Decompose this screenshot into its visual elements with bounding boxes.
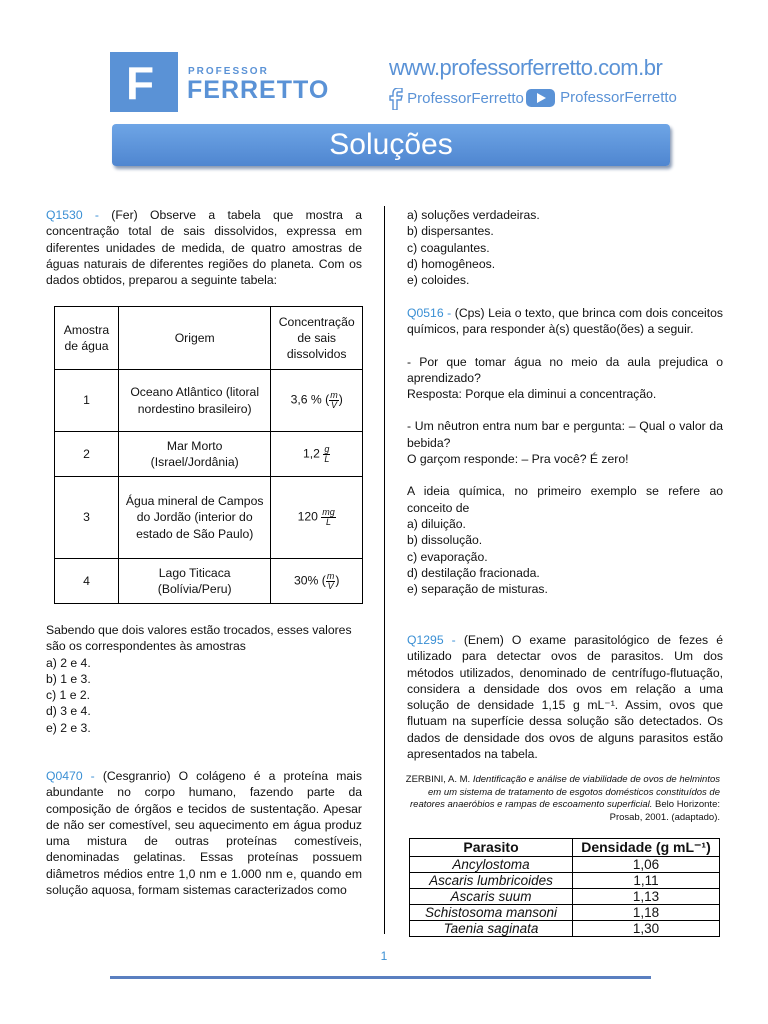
joke-question: - Um nêutron entra num bar e pergunta: – Qual o valor da bebida? bbox=[407, 419, 723, 450]
logo-small-text: PROFESSOR bbox=[188, 66, 269, 77]
joke-answer: Resposta: Porque ela diminui a concentração. bbox=[407, 387, 657, 402]
question-code: Q1530 bbox=[46, 208, 83, 222]
table-header: Origem bbox=[118, 307, 270, 370]
option[interactable]: e) 2 e 3. bbox=[46, 720, 91, 735]
facebook-icon bbox=[389, 88, 403, 110]
parasite-table bbox=[409, 838, 720, 937]
question-q1295: Q1295 - (Enem) O exame parasitológico de fezes é utilizado para detectar ovos de parasitos. Um dos métodos utilizados, denominado de centrífugo-flutuação, considera a densidade dos ovos em relação a uma solução de densidade 1,15 g mL⁻¹. Assim, ovos que flutuam na superfície dessa solução são detectados. Os dados de densidade dos ovos de alguns parasitos estão apresentados na tabela. bbox=[407, 633, 723, 762]
website-link[interactable]: www.professorferretto.com.br bbox=[389, 55, 663, 80]
question-q0516: Q0516 - (Cps) Leia o texto, que brinca com dois conceitos químicos, para responder à(s) questão(ões) a seguir. - Por que tomar água no meio da aula prejudica o aprendizado? Resposta: Porque ela diminui a concentração. - Um nêutron entra num bar e pergunta: – Qual o valor da bebida? O garçom responde: – Pra você? É zero! A ideia química, no primeiro exemplo se refere ao conceito de a) diluição. b) dissolução. c) evaporação. d) destilação fracionada. e) separação de misturas. bbox=[407, 306, 723, 597]
question-prompt: A ideia química, no primeiro exemplo se refere ao conceito de bbox=[407, 484, 723, 515]
logo-letter: F bbox=[126, 57, 155, 109]
question-text: (Cesgranrio) O colágeno é a proteína mais abundante no corpo humano, fazendo parte da composição de órgãos e tecidos de sustentação. Apesar de não ser comestível, seu aquecimento em água produz uma mistura de outras proteínas comestíveis, denominadas gelatinas. Essas proteínas possuem diâmetros médios entre 1,0 nm e 1.000 nm e, quando em solução aquosa, formam sistemas caracterizados como bbox=[46, 769, 362, 898]
facebook-handle: ProfessorFerretto bbox=[407, 89, 524, 107]
option[interactable]: d) destilação fracionada. bbox=[407, 565, 540, 580]
question-code: Q0516 bbox=[407, 306, 444, 320]
youtube-handle: ProfessorFerretto bbox=[560, 88, 677, 106]
question-q1530: Q1530 - (Fer) Observe a tabela que mostra a concentração total de sais dissolvidos, expressa em diferentes unidades de medida, de quatro amostras de águas naturais de diferentes regiões do planeta. Com os dados obtidos, preparou a seguinte tabela: bbox=[46, 208, 362, 288]
q1530-after bbox=[46, 622, 366, 736]
table-row: 3 Água mineral de Campos do Jordão (interior do estado de São Paulo) 120 $\frac{mg}{L}$ bbox=[55, 477, 363, 559]
citation-author: ZERBINI, A. M. bbox=[405, 774, 471, 785]
option[interactable]: a) 2 e 4. bbox=[46, 655, 91, 670]
citation-publisher: Belo Horizonte: Prosab, 2001. (adaptado). bbox=[609, 799, 720, 823]
question-text: (Fer) Observe a tabela que mostra a concentração total de sais dissolvidos, expressa em diferentes unidades de medida, de quatro amostras de águas naturais de diferentes regiões do planeta. Com os dados obtidos, preparou a seguinte tabela: bbox=[46, 208, 362, 288]
footer-rule bbox=[110, 976, 651, 979]
table-header: Concentração de sais dissolvidos bbox=[271, 307, 363, 370]
joke-answer: O garçom responde: – Pra você? É zero! bbox=[407, 452, 629, 467]
question-code: Q0470 bbox=[46, 769, 83, 783]
citation bbox=[400, 774, 720, 824]
table-row: Ancylostoma 1,06 bbox=[410, 857, 720, 873]
salts-table bbox=[54, 306, 363, 604]
question-q0470: Q0470 - (Cesgranrio) O colágeno é a proteína mais abundante no corpo humano, fazendo parte da composição de órgãos e tecidos de sustentação. Apesar de não ser comestível, seu aquecimento em água produz uma mistura de outras proteínas comestíveis, denominadas gelatinas. Essas proteínas possuem diâmetros médios entre 1,0 nm e 1.000 nm e, quando em solução aquosa, formam sistemas caracterizados como bbox=[46, 769, 362, 898]
option[interactable]: e) coloides. bbox=[407, 273, 470, 288]
table-row: 2 Mar Morto (Israel/Jordânia) 1,2 $\frac{g}{L}$ bbox=[55, 432, 363, 477]
q0470-options bbox=[407, 207, 723, 288]
question-text: (Cps) Leia o texto, que brinca com dois conceitos químicos, para responder à(s) questão(ões) a seguir. bbox=[407, 306, 723, 337]
youtube-icon bbox=[526, 88, 556, 108]
brand-logo bbox=[110, 52, 178, 112]
option[interactable]: d) 3 e 4. bbox=[46, 704, 91, 719]
option[interactable]: c) coagulantes. bbox=[407, 240, 490, 255]
option[interactable]: b) dissolução. bbox=[407, 533, 483, 548]
table-header: Densidade (g mL⁻¹) bbox=[573, 839, 720, 857]
option[interactable]: d) homogêneos. bbox=[407, 256, 496, 271]
page-title: Soluções bbox=[329, 128, 453, 161]
option[interactable]: a) soluções verdadeiras. bbox=[407, 208, 540, 222]
facebook-link[interactable] bbox=[389, 88, 524, 110]
page-number: 1 bbox=[380, 949, 388, 963]
question-prompt: Sabendo que dois valores estão trocados, esses valores são os correspondentes às amostras bbox=[46, 623, 352, 654]
option[interactable]: e) separação de misturas. bbox=[407, 582, 548, 597]
option[interactable]: c) 1 e 2. bbox=[46, 688, 91, 703]
option[interactable]: b) 1 e 3. bbox=[46, 671, 91, 686]
question-text: (Enem) O exame parasitológico de fezes é utilizado para detectar ovos de parasitos. Um dos métodos utilizados, denominado de centrífugo-flutuação, considera a densidade dos ovos em relação a uma solução de densidade 1,15 g mL⁻¹. Assim, ovos que flutuam na superfície dessa solução são detectados. Os dados de densidade dos ovos de alguns parasitos estão apresentados na tabela. bbox=[407, 633, 723, 762]
option[interactable]: b) dispersantes. bbox=[407, 224, 494, 239]
table-row: Schistosoma mansoni 1,18 bbox=[410, 905, 720, 921]
youtube-link[interactable] bbox=[526, 88, 677, 108]
table-row: 4 Lago Titicaca (Bolívia/Peru) 30% ( $\frac{m}{V}$ ) bbox=[55, 559, 363, 604]
option[interactable]: c) evaporação. bbox=[407, 549, 488, 564]
table-row: Taenia saginata 1,30 bbox=[410, 921, 720, 937]
joke-question: - Por que tomar água no meio da aula prejudica o aprendizado? bbox=[407, 354, 723, 385]
table-header: Amostra de água bbox=[55, 307, 119, 370]
table-row: Ascaris suum 1,13 bbox=[410, 889, 720, 905]
page-title-bar bbox=[112, 124, 670, 166]
column-divider bbox=[384, 206, 385, 934]
table-header: Parasito bbox=[410, 839, 573, 857]
table-row: 1 Oceano Atlântico (litoral nordestino brasileiro) 3,6 % ( $\frac{m}{V}$ ) bbox=[55, 370, 363, 432]
logo-brand-name: FERRETTO bbox=[187, 76, 330, 104]
question-code: Q1295 bbox=[407, 633, 444, 647]
option[interactable]: a) diluição. bbox=[407, 516, 466, 531]
citation-title: Identificação e análise de viabilidade de ovos de helmintos em um sistema de tratamento de esgotos domésticos constituídos de reatores anaeróbios e rampas de escoamento superficial. bbox=[410, 774, 720, 810]
table-row: Ascaris lumbricoides 1,11 bbox=[410, 873, 720, 889]
